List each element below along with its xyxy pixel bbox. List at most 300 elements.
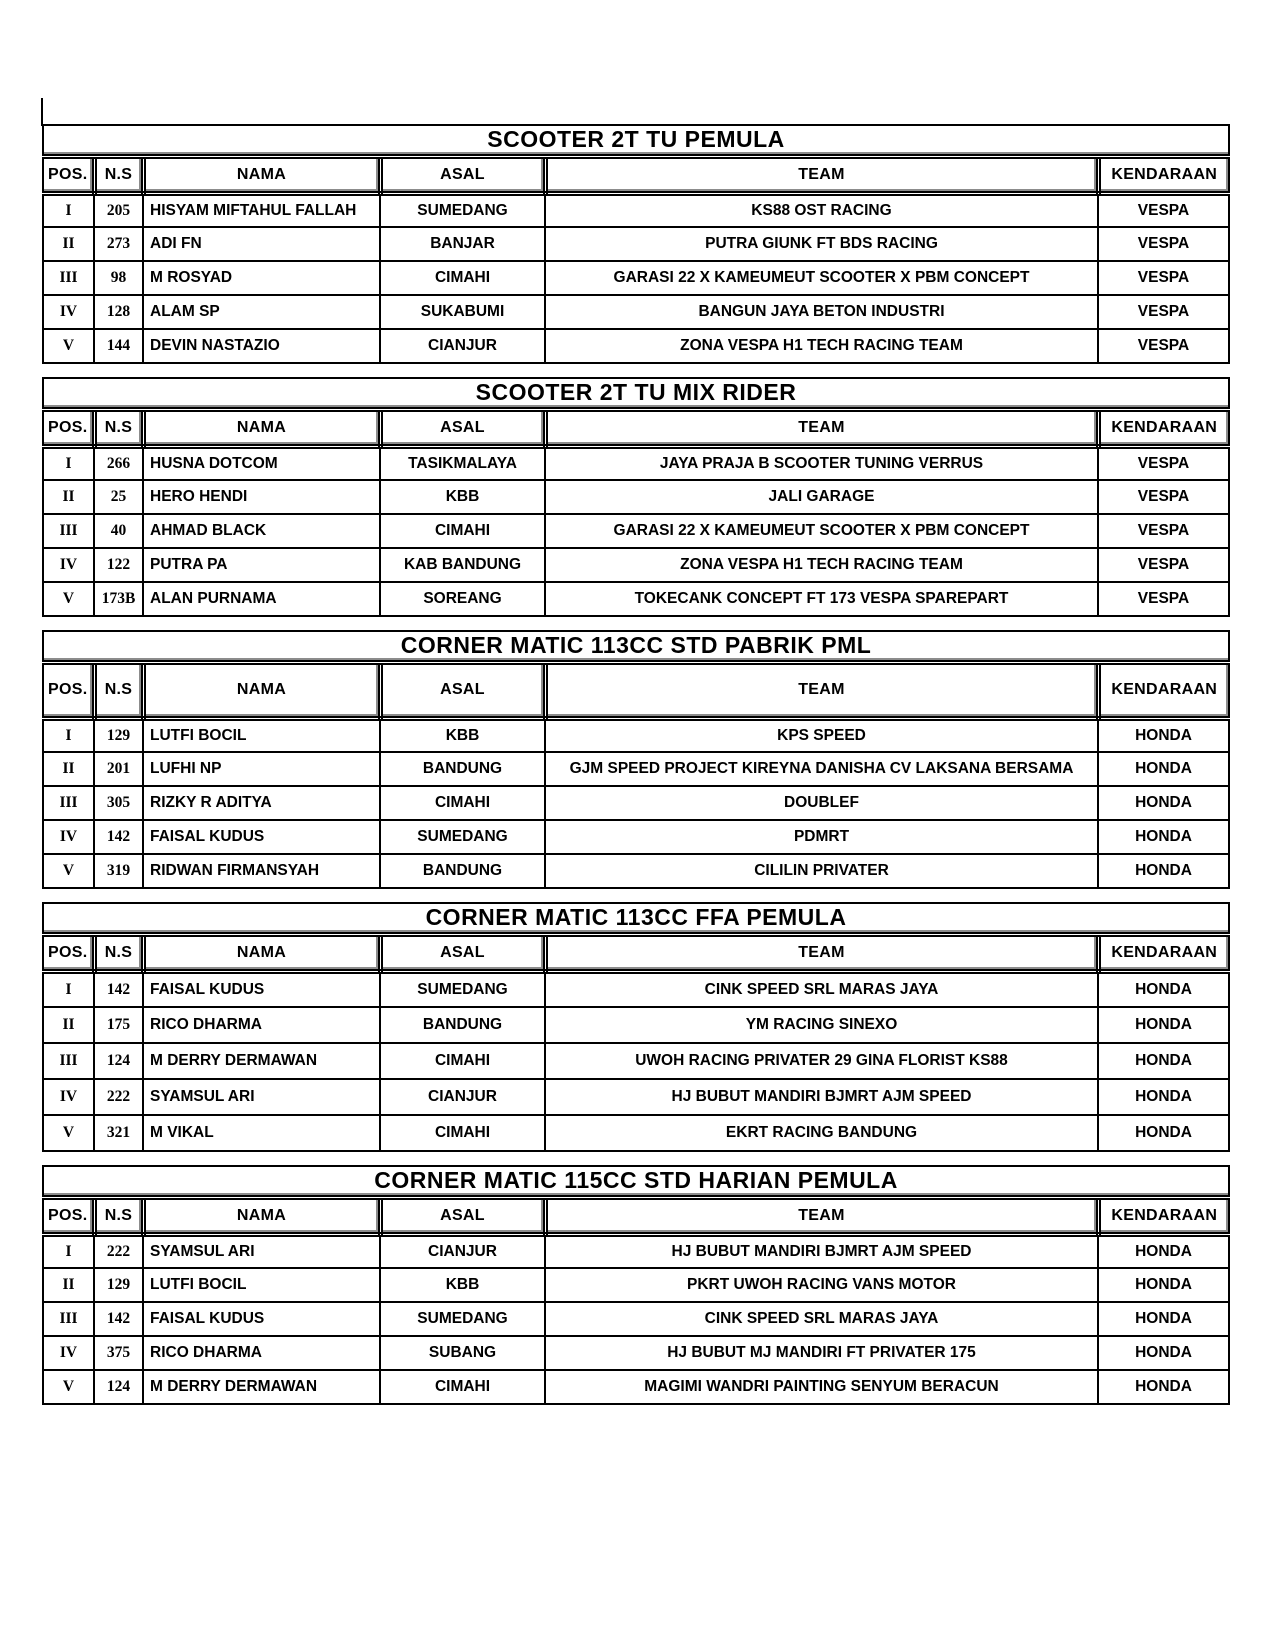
vehicle-text: HONDA xyxy=(1135,1088,1192,1105)
cell-position xyxy=(43,1268,94,1302)
position-text: I xyxy=(65,726,72,744)
results-table xyxy=(42,377,1230,617)
cell-number xyxy=(94,446,143,480)
cell-team xyxy=(545,295,1098,329)
origin-text: SUKABUMI xyxy=(420,303,505,320)
column-header-nama: NAMA xyxy=(143,1197,380,1234)
cell-position xyxy=(43,1115,94,1151)
name-text: HERO HENDI xyxy=(150,488,248,505)
cell-vehicle xyxy=(1098,295,1229,329)
cell-name xyxy=(143,1115,380,1151)
table-title xyxy=(43,1166,1229,1197)
table-row xyxy=(43,1007,1229,1043)
table-header-row xyxy=(43,1197,1229,1234)
cell-name xyxy=(143,718,380,752)
name-text: HISYAM MIFTAHUL FALLAH xyxy=(150,201,357,219)
table-header-row xyxy=(43,662,1229,718)
cell-name xyxy=(143,1302,380,1336)
column-header-team: TEAM xyxy=(545,156,1098,193)
cell-name xyxy=(143,295,380,329)
number-text: 266 xyxy=(106,454,131,472)
number-text: 40 xyxy=(110,522,127,539)
origin-text: BANDUNG xyxy=(422,760,503,777)
team-text: KS88 OST RACING xyxy=(751,201,892,219)
table-row xyxy=(43,718,1229,752)
name-text: DEVIN NASTAZIO xyxy=(150,337,280,354)
table-row xyxy=(43,1370,1229,1404)
cell-origin xyxy=(380,261,545,295)
vehicle-text: HONDA xyxy=(1135,828,1192,845)
table-title-row xyxy=(43,903,1229,934)
team-text: CINK SPEED SRL MARAS JAYA xyxy=(704,1310,939,1327)
name-text: M DERRY DERMAWAN xyxy=(150,1378,318,1395)
team-text: TOKECANK CONCEPT FT 173 VESPA SPAREPART xyxy=(634,590,1009,607)
cell-name xyxy=(143,786,380,820)
table-title-row xyxy=(43,1166,1229,1197)
origin-text: CIMAHI xyxy=(434,1052,491,1069)
team-text: CINK SPEED SRL MARAS JAYA xyxy=(704,980,939,998)
table-title-row xyxy=(43,378,1229,409)
column-header-ns: N.S xyxy=(94,934,143,971)
column-header-nama: NAMA xyxy=(143,156,380,193)
team-text: PUTRA GIUNK FT BDS RACING xyxy=(705,235,938,252)
cell-team xyxy=(545,1115,1098,1151)
cell-origin xyxy=(380,1043,545,1079)
cell-team xyxy=(545,820,1098,854)
cell-position xyxy=(43,548,94,582)
number-text: 201 xyxy=(106,760,131,777)
cell-name xyxy=(143,1336,380,1370)
origin-text: CIANJUR xyxy=(428,1088,497,1105)
cell-origin xyxy=(380,446,545,480)
position-text: III xyxy=(59,269,78,286)
team-text: HJ BUBUT MANDIRI BJMRT AJM SPEED xyxy=(671,1242,972,1260)
cell-position xyxy=(43,1370,94,1404)
cell-number xyxy=(94,854,143,888)
cell-number xyxy=(94,718,143,752)
name-text: ALAN PURNAMA xyxy=(150,590,277,607)
vehicle-text: HONDA xyxy=(1135,1124,1192,1141)
cell-name xyxy=(143,446,380,480)
cell-name xyxy=(143,1268,380,1302)
number-text: 129 xyxy=(106,1276,131,1293)
number-text: 175 xyxy=(106,1016,131,1033)
column-header-team: TEAM xyxy=(545,409,1098,446)
table-body xyxy=(43,446,1229,616)
cell-name xyxy=(143,261,380,295)
origin-text: CIMAHI xyxy=(434,1124,491,1141)
name-text: M ROSYAD xyxy=(150,269,233,286)
cell-position xyxy=(43,329,94,363)
vehicle-text: HONDA xyxy=(1135,1344,1192,1361)
name-text: RICO DHARMA xyxy=(150,1016,262,1033)
cell-number xyxy=(94,582,143,616)
cell-number xyxy=(94,227,143,261)
cell-number xyxy=(94,1268,143,1302)
table-row xyxy=(43,1302,1229,1336)
team-text: CILILIN PRIVATER xyxy=(754,862,889,879)
cell-team xyxy=(545,1336,1098,1370)
cell-origin xyxy=(380,1268,545,1302)
cell-team xyxy=(545,446,1098,480)
table-title-row xyxy=(43,631,1229,662)
position-text: II xyxy=(62,1016,75,1033)
table-row xyxy=(43,295,1229,329)
cell-position xyxy=(43,752,94,786)
number-text: 142 xyxy=(106,1310,131,1327)
cell-position xyxy=(43,854,94,888)
number-text: 205 xyxy=(106,201,131,219)
origin-text: KAB BANDUNG xyxy=(403,556,522,573)
name-text: M VIKAL xyxy=(150,1124,214,1141)
vehicle-text: HONDA xyxy=(1135,794,1192,811)
column-header-asal: ASAL xyxy=(380,409,545,446)
table-body xyxy=(43,718,1229,888)
cell-name xyxy=(143,582,380,616)
cell-origin xyxy=(380,480,545,514)
vehicle-text: VESPA xyxy=(1137,590,1190,607)
origin-text: CIMAHI xyxy=(434,269,491,286)
name-text: ADI FN xyxy=(150,235,202,252)
cell-position xyxy=(43,1043,94,1079)
team-text: YM RACING SINEXO xyxy=(745,1016,898,1033)
cell-origin xyxy=(380,752,545,786)
origin-text: SOREANG xyxy=(423,590,502,607)
vehicle-text: VESPA xyxy=(1137,488,1190,505)
table-row xyxy=(43,1234,1229,1268)
origin-text: KBB xyxy=(445,726,480,744)
cell-number xyxy=(94,1234,143,1268)
cell-position xyxy=(43,446,94,480)
cell-number xyxy=(94,1007,143,1043)
cell-number xyxy=(94,1336,143,1370)
column-header-nama: NAMA xyxy=(143,662,380,718)
vehicle-text: HONDA xyxy=(1135,980,1192,998)
name-text: ALAM SP xyxy=(150,303,220,320)
cell-team xyxy=(545,480,1098,514)
number-text: 98 xyxy=(110,269,127,286)
cell-origin xyxy=(380,295,545,329)
vehicle-text: VESPA xyxy=(1137,269,1190,286)
cell-position xyxy=(43,718,94,752)
vehicle-text: VESPA xyxy=(1137,522,1190,539)
table-row xyxy=(43,752,1229,786)
cell-name xyxy=(143,1043,380,1079)
cell-position xyxy=(43,1234,94,1268)
number-text: 124 xyxy=(106,1378,131,1395)
name-text: FAISAL KUDUS xyxy=(150,1310,265,1327)
table-title-text: SCOOTER 2T TU PEMULA xyxy=(487,126,785,153)
cell-origin xyxy=(380,854,545,888)
column-header-kendaraan: KENDARAAN xyxy=(1098,934,1229,971)
number-text: 222 xyxy=(106,1242,131,1260)
cell-vehicle xyxy=(1098,329,1229,363)
cell-position xyxy=(43,1336,94,1370)
origin-text: SUMEDANG xyxy=(417,201,508,219)
table-row xyxy=(43,820,1229,854)
name-text: LUFHI NP xyxy=(150,760,222,777)
name-text: RIZKY R ADITYA xyxy=(150,794,272,811)
table-row xyxy=(43,1268,1229,1302)
name-text: SYAMSUL ARI xyxy=(150,1242,255,1260)
cell-origin xyxy=(380,786,545,820)
position-text: V xyxy=(62,1378,75,1395)
origin-text: BANDUNG xyxy=(422,862,503,879)
table-row xyxy=(43,193,1229,227)
position-text: IV xyxy=(59,556,78,573)
cell-number xyxy=(94,193,143,227)
team-text: HJ BUBUT MJ MANDIRI FT PRIVATER 175 xyxy=(667,1344,976,1361)
cell-team xyxy=(545,582,1098,616)
cell-team xyxy=(545,971,1098,1007)
table-title-text: CORNER MATIC 115CC STD HARIAN PEMULA xyxy=(374,1167,898,1194)
position-text: IV xyxy=(59,828,78,845)
position-text: I xyxy=(65,454,72,472)
team-text: HJ BUBUT MANDIRI BJMRT AJM SPEED xyxy=(671,1088,972,1105)
cell-name xyxy=(143,329,380,363)
cell-origin xyxy=(380,193,545,227)
table-row xyxy=(43,548,1229,582)
cell-vehicle xyxy=(1098,1268,1229,1302)
origin-text: CIMAHI xyxy=(434,1378,491,1395)
cell-number xyxy=(94,752,143,786)
cell-vehicle xyxy=(1098,227,1229,261)
position-text: IV xyxy=(59,1088,78,1105)
column-header-kendaraan: KENDARAAN xyxy=(1098,409,1229,446)
cell-vehicle xyxy=(1098,1234,1229,1268)
cell-number xyxy=(94,329,143,363)
cell-position xyxy=(43,786,94,820)
number-text: 142 xyxy=(106,828,131,845)
cell-position xyxy=(43,295,94,329)
cell-origin xyxy=(380,1079,545,1115)
cell-name xyxy=(143,1079,380,1115)
team-text: GJM SPEED PROJECT KIREYNA DANISHA CV LAKSANA BERSAMA xyxy=(569,760,1074,777)
position-text: IV xyxy=(59,1344,78,1361)
table-row xyxy=(43,971,1229,1007)
cell-name xyxy=(143,971,380,1007)
number-text: 122 xyxy=(106,556,131,573)
number-text: 128 xyxy=(106,303,131,320)
table-row xyxy=(43,1043,1229,1079)
table-row xyxy=(43,1115,1229,1151)
cell-team xyxy=(545,1268,1098,1302)
number-text: 173B xyxy=(101,590,136,607)
cell-vehicle xyxy=(1098,514,1229,548)
number-text: 305 xyxy=(106,794,131,811)
cell-vehicle xyxy=(1098,193,1229,227)
team-text: PKRT UWOH RACING VANS MOTOR xyxy=(687,1276,956,1293)
origin-text: SUBANG xyxy=(428,1344,497,1361)
vehicle-text: HONDA xyxy=(1135,1242,1192,1260)
cell-vehicle xyxy=(1098,1043,1229,1079)
team-text: ZONA VESPA H1 TECH RACING TEAM xyxy=(680,337,963,354)
cell-position xyxy=(43,514,94,548)
position-text: V xyxy=(62,337,75,354)
table-row xyxy=(43,446,1229,480)
table-title-text: SCOOTER 2T TU MIX RIDER xyxy=(475,379,797,406)
position-text: III xyxy=(59,794,78,811)
table-header-row xyxy=(43,409,1229,446)
vehicle-text: VESPA xyxy=(1137,235,1190,252)
team-text: GARASI 22 X KAMEUMEUT SCOOTER X PBM CONCEPT xyxy=(613,522,1030,539)
cell-number xyxy=(94,1115,143,1151)
team-text: BANGUN JAYA BETON INDUSTRI xyxy=(698,303,945,320)
vehicle-text: HONDA xyxy=(1135,1016,1192,1033)
cell-vehicle xyxy=(1098,786,1229,820)
team-text: MAGIMI WANDRI PAINTING SENYUM BERACUN xyxy=(644,1378,999,1395)
cell-number xyxy=(94,1302,143,1336)
table-row xyxy=(43,261,1229,295)
cell-number xyxy=(94,514,143,548)
vehicle-text: VESPA xyxy=(1137,303,1190,320)
cell-name xyxy=(143,480,380,514)
origin-text: KBB xyxy=(445,488,480,505)
column-header-nama: NAMA xyxy=(143,934,380,971)
origin-text: TASIKMALAYA xyxy=(408,454,517,472)
team-text: ZONA VESPA H1 TECH RACING TEAM xyxy=(680,556,963,573)
results-table xyxy=(42,1165,1230,1405)
column-header-kendaraan: KENDARAAN xyxy=(1098,156,1229,193)
table-title-text: CORNER MATIC 113CC FFA PEMULA xyxy=(425,904,847,931)
origin-text: SUMEDANG xyxy=(417,828,508,845)
column-header-asal: ASAL xyxy=(380,934,545,971)
cell-vehicle xyxy=(1098,1115,1229,1151)
name-text: PUTRA PA xyxy=(150,556,228,573)
team-text: JALI GARAGE xyxy=(768,488,875,505)
cell-name xyxy=(143,548,380,582)
cell-team xyxy=(545,786,1098,820)
cell-vehicle xyxy=(1098,1370,1229,1404)
cell-vehicle xyxy=(1098,446,1229,480)
vehicle-text: HONDA xyxy=(1135,1378,1192,1395)
name-text: FAISAL KUDUS xyxy=(150,980,265,998)
cell-number xyxy=(94,786,143,820)
cell-number xyxy=(94,261,143,295)
cell-team xyxy=(545,514,1098,548)
table-row xyxy=(43,1079,1229,1115)
cell-position xyxy=(43,227,94,261)
cell-team xyxy=(545,1370,1098,1404)
cell-team xyxy=(545,1043,1098,1079)
cell-name xyxy=(143,854,380,888)
position-text: V xyxy=(62,862,75,879)
cell-vehicle xyxy=(1098,1302,1229,1336)
cell-team xyxy=(545,193,1098,227)
cell-vehicle xyxy=(1098,548,1229,582)
name-text: HUSNA DOTCOM xyxy=(150,454,278,472)
vehicle-text: HONDA xyxy=(1135,726,1192,744)
position-text: I xyxy=(65,980,72,998)
team-text: UWOH RACING PRIVATER 29 GINA FLORIST KS88 xyxy=(635,1052,1008,1069)
cell-number xyxy=(94,971,143,1007)
cell-vehicle xyxy=(1098,1336,1229,1370)
cell-position xyxy=(43,820,94,854)
cell-team xyxy=(545,718,1098,752)
cell-origin xyxy=(380,1370,545,1404)
team-text: PDMRT xyxy=(793,828,850,845)
table-title-text: CORNER MATIC 113CC STD PABRIK PML xyxy=(400,632,872,659)
vehicle-text: HONDA xyxy=(1135,760,1192,777)
number-text: 319 xyxy=(106,862,131,879)
cell-number xyxy=(94,1079,143,1115)
cell-vehicle xyxy=(1098,820,1229,854)
team-text: DOUBLEF xyxy=(784,794,859,811)
cell-name xyxy=(143,752,380,786)
cell-name xyxy=(143,514,380,548)
name-text: RIDWAN FIRMANSYAH xyxy=(150,862,320,879)
cell-number xyxy=(94,480,143,514)
cell-position xyxy=(43,971,94,1007)
position-text: III xyxy=(59,1052,78,1069)
name-text: SYAMSUL ARI xyxy=(150,1088,255,1105)
cell-vehicle xyxy=(1098,1007,1229,1043)
cell-vehicle xyxy=(1098,752,1229,786)
number-text: 142 xyxy=(106,980,131,998)
position-text: II xyxy=(62,488,75,505)
column-header-kendaraan: KENDARAAN xyxy=(1098,662,1229,718)
name-text: M DERRY DERMAWAN xyxy=(150,1052,318,1069)
column-header-pos: POS. xyxy=(43,409,94,446)
cell-origin xyxy=(380,1115,545,1151)
origin-text: CIMAHI xyxy=(434,522,491,539)
origin-text: CIANJUR xyxy=(428,337,497,354)
position-text: I xyxy=(65,1242,72,1260)
column-header-pos: POS. xyxy=(43,156,94,193)
cell-origin xyxy=(380,1234,545,1268)
column-header-pos: POS. xyxy=(43,934,94,971)
cell-team xyxy=(545,261,1098,295)
column-header-ns: N.S xyxy=(94,409,143,446)
results-tables-container xyxy=(42,124,1228,1418)
table-body xyxy=(43,1234,1229,1404)
column-header-asal: ASAL xyxy=(380,156,545,193)
vehicle-text: HONDA xyxy=(1135,862,1192,879)
name-text: RICO DHARMA xyxy=(150,1344,262,1361)
number-text: 273 xyxy=(106,235,131,252)
cell-vehicle xyxy=(1098,582,1229,616)
table-title xyxy=(43,631,1229,662)
cell-team xyxy=(545,1079,1098,1115)
number-text: 124 xyxy=(106,1052,131,1069)
table-title-row xyxy=(43,125,1229,156)
table-title xyxy=(43,903,1229,934)
team-text: KPS SPEED xyxy=(777,726,866,744)
table-row xyxy=(43,786,1229,820)
table-title xyxy=(43,378,1229,409)
vehicle-text: VESPA xyxy=(1137,454,1190,472)
cell-team xyxy=(545,227,1098,261)
table-title xyxy=(43,125,1229,156)
cell-origin xyxy=(380,227,545,261)
cell-team xyxy=(545,1007,1098,1043)
cell-vehicle xyxy=(1098,854,1229,888)
cell-name xyxy=(143,193,380,227)
origin-text: CIMAHI xyxy=(434,794,491,811)
cell-team xyxy=(545,854,1098,888)
cell-origin xyxy=(380,514,545,548)
vehicle-text: HONDA xyxy=(1135,1276,1192,1293)
team-text: JAYA PRAJA B SCOOTER TUNING VERRUS xyxy=(659,454,984,472)
results-table xyxy=(42,902,1230,1152)
table-body xyxy=(43,193,1229,363)
table-row xyxy=(43,1336,1229,1370)
number-text: 25 xyxy=(110,488,127,505)
cell-name xyxy=(143,820,380,854)
number-text: 129 xyxy=(106,726,131,744)
team-text: GARASI 22 X KAMEUMEUT SCOOTER X PBM CONCEPT xyxy=(613,269,1030,286)
table-row xyxy=(43,854,1229,888)
